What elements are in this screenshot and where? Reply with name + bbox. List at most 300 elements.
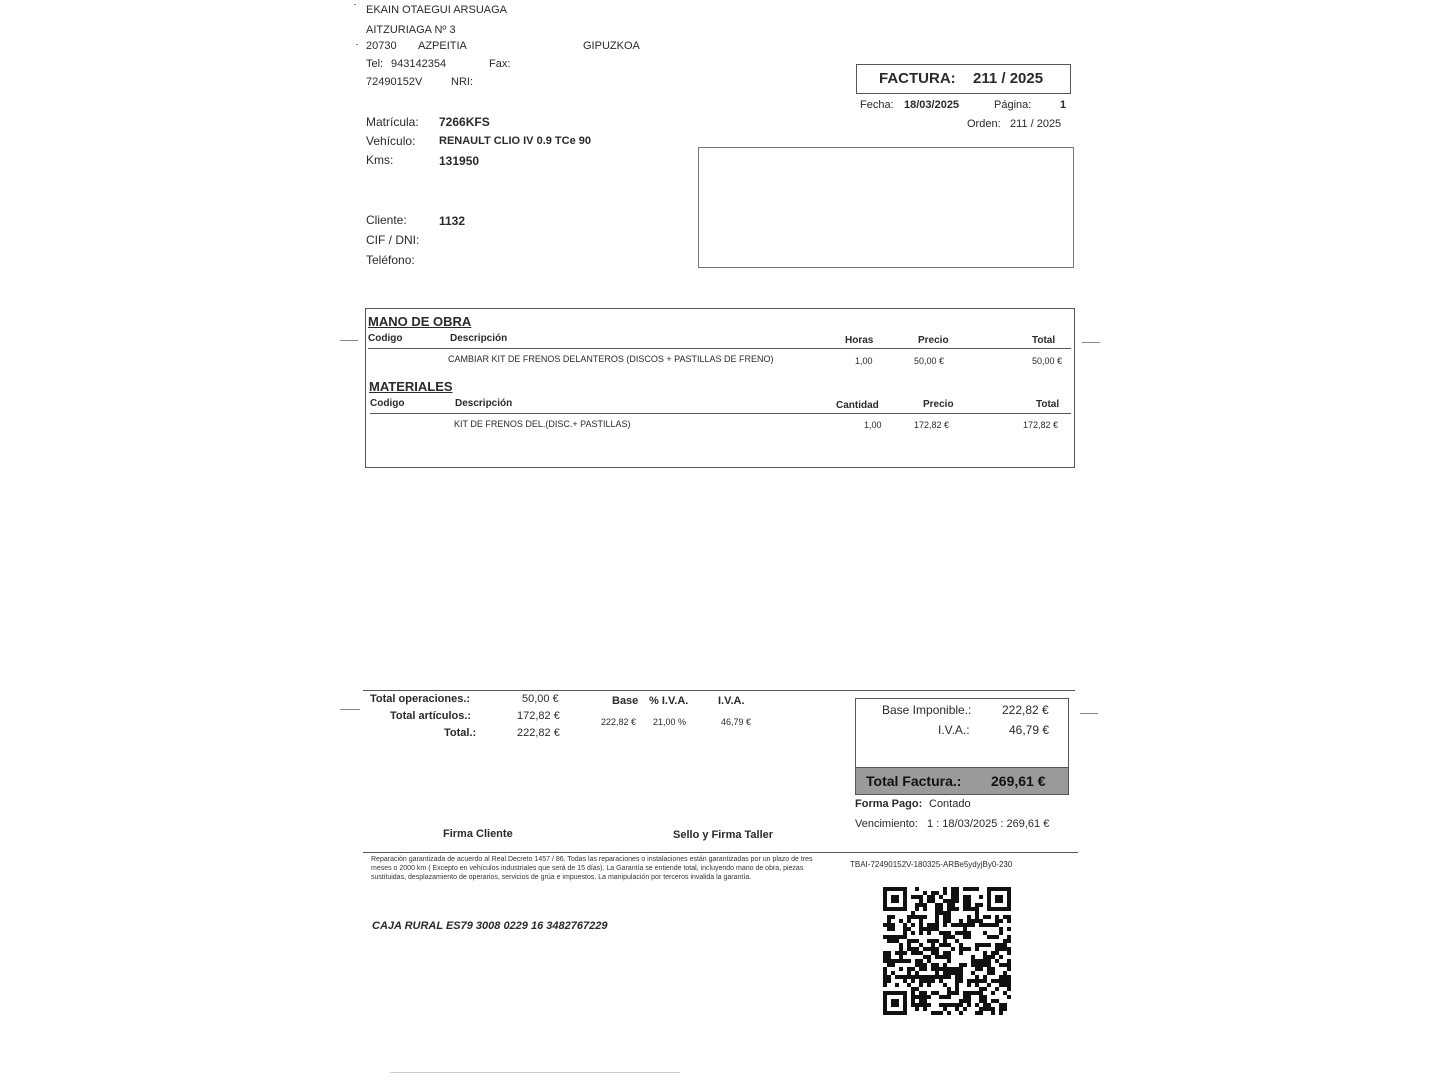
qr-module xyxy=(971,979,975,983)
qr-module xyxy=(923,1007,927,1011)
qr-module xyxy=(979,991,983,995)
qr-module xyxy=(983,1007,987,1011)
qr-module xyxy=(991,991,995,995)
qr-module xyxy=(887,935,891,939)
qr-module xyxy=(935,1011,939,1015)
qr-module xyxy=(927,895,931,899)
qr-module xyxy=(943,983,947,987)
qr-module xyxy=(971,907,975,911)
qr-module xyxy=(931,943,935,947)
qr-module xyxy=(947,991,951,995)
qr-module xyxy=(891,935,895,939)
qr-module xyxy=(991,979,995,983)
qr-module xyxy=(979,959,983,963)
materials-row-total: 172,82 € xyxy=(1023,420,1059,430)
qr-module xyxy=(983,915,987,919)
qr-module xyxy=(915,971,919,975)
qr-module xyxy=(987,1007,991,1011)
qr-module xyxy=(983,951,987,955)
qr-module xyxy=(891,927,895,931)
qr-module xyxy=(1003,939,1007,943)
qr-module xyxy=(995,999,999,1003)
qr-module xyxy=(899,967,903,971)
qr-module xyxy=(939,975,943,979)
qr-module xyxy=(903,959,907,963)
qr-module xyxy=(963,887,967,891)
qr-module xyxy=(1007,979,1011,983)
qr-module xyxy=(899,947,903,951)
qr-module xyxy=(919,1003,923,1007)
summary-top-rule xyxy=(363,690,1075,691)
qr-module xyxy=(967,907,971,911)
qr-module xyxy=(907,927,911,931)
qr-module xyxy=(943,971,947,975)
qr-module xyxy=(887,919,891,923)
guarantee-text: Reparación garantizada de acuerdo al Real Decreto 1457 / 86. Todas las reparaciones o instalaciones están garantizadas por un plazo de tres meses o 2000 km ( Excepto en vehículos industriales que será de 15 días). La Garantía se entiende total, incluyendo mano de obra, piezas sustituidas, desplazamiento de operarios, servicios de grúa e impuestos. La manipulación por terceros invalida la garantía. xyxy=(371,856,813,881)
vehicle-model: RENAULT CLIO IV 0.9 TCe 90 xyxy=(439,135,591,147)
qr-module xyxy=(1007,935,1011,939)
qr-module xyxy=(939,967,943,971)
qr-module xyxy=(883,923,887,927)
qr-module xyxy=(955,975,959,979)
client-address-box xyxy=(698,147,1074,268)
summary-ops-label: Total operaciones.: xyxy=(370,693,471,705)
qr-module xyxy=(987,983,991,987)
qr-module xyxy=(883,971,887,975)
qr-module xyxy=(899,935,903,939)
qr-module xyxy=(995,919,999,923)
qr-module xyxy=(883,959,887,963)
qr-module xyxy=(1003,1007,1007,1011)
qr-module xyxy=(991,955,995,959)
qr-module xyxy=(975,963,979,967)
qr-module xyxy=(955,1003,959,1007)
qr-module xyxy=(951,923,955,927)
qr-module xyxy=(931,923,935,927)
qr-module xyxy=(955,991,959,995)
qr-module xyxy=(967,923,971,927)
qr-module xyxy=(1003,991,1007,995)
qr-module xyxy=(947,995,951,999)
qr-module xyxy=(947,943,951,947)
qr-module xyxy=(975,943,979,947)
qr-module xyxy=(995,915,999,919)
qr-module xyxy=(911,991,915,995)
totals-base-label: Base Imponible.: xyxy=(882,703,972,717)
qr-module xyxy=(1007,983,1011,987)
qr-module xyxy=(907,959,911,963)
qr-module xyxy=(943,955,947,959)
qr-module xyxy=(999,1003,1003,1007)
qr-module xyxy=(971,923,975,927)
qr-module xyxy=(899,955,903,959)
qr-module xyxy=(911,947,915,951)
footer-rule xyxy=(363,852,1078,853)
qr-module xyxy=(939,895,943,899)
payment-value: Contado xyxy=(929,798,971,810)
qr-module xyxy=(967,991,971,995)
payment-label: Forma Pago: xyxy=(855,798,923,810)
qr-module xyxy=(927,899,931,903)
qr-module xyxy=(923,963,927,967)
tax-row-base: 222,82 € xyxy=(601,717,637,727)
qr-module xyxy=(979,919,983,923)
qr-module xyxy=(907,975,911,979)
due-label: Vencimiento: xyxy=(855,818,918,830)
qr-module xyxy=(927,931,931,935)
qr-module xyxy=(951,907,955,911)
qr-module xyxy=(919,979,923,983)
qr-module xyxy=(967,931,971,935)
qr-module xyxy=(907,939,911,943)
qr-module xyxy=(887,963,891,967)
qr-module xyxy=(891,939,895,943)
qr-module xyxy=(951,895,955,899)
qr-module xyxy=(947,919,951,923)
qr-module xyxy=(915,975,919,979)
materials-heading: MATERIALES xyxy=(369,379,453,394)
qr-module xyxy=(999,931,1003,935)
qr-module xyxy=(935,919,939,923)
qr-module xyxy=(883,983,887,987)
summary-articles-label: Total artículos.: xyxy=(390,710,472,722)
issuer-province: GIPUZKOA xyxy=(583,40,640,52)
qr-module xyxy=(963,999,967,1003)
qr-module xyxy=(995,923,999,927)
qr-module xyxy=(939,943,943,947)
qr-module xyxy=(911,999,915,1003)
qr-module xyxy=(975,915,979,919)
qr-module xyxy=(955,895,959,899)
qr-module xyxy=(895,959,899,963)
qr-module xyxy=(951,899,955,903)
qr-module xyxy=(935,939,939,943)
labour-row-description: CAMBIAR KIT DE FRENOS DELANTEROS (DISCOS + PASTILLAS DE FRENO) xyxy=(448,354,774,364)
qr-module xyxy=(963,903,967,907)
qr-module xyxy=(967,915,971,919)
scan-mark xyxy=(356,44,358,45)
tbai-code: TBAI-72490152V-180325-ARBe5ydyjBy0-230 xyxy=(850,860,1013,869)
qr-module xyxy=(955,971,959,975)
qr-module xyxy=(931,927,935,931)
qr-module xyxy=(983,955,987,959)
qr-module xyxy=(923,1003,927,1007)
qr-module xyxy=(911,995,915,999)
qr-module xyxy=(951,947,955,951)
qr-module xyxy=(927,959,931,963)
qr-module xyxy=(935,927,939,931)
qr-module xyxy=(907,943,911,947)
qr-module xyxy=(915,915,919,919)
qr-module xyxy=(883,975,887,979)
qr-module xyxy=(911,915,915,919)
qr-module xyxy=(987,971,991,975)
qr-module xyxy=(983,959,987,963)
qr-module xyxy=(995,951,999,955)
issuer-city: AZPEITIA xyxy=(418,40,467,52)
qr-module xyxy=(1003,943,1007,947)
qr-module xyxy=(999,975,1003,979)
qr-module xyxy=(919,983,923,987)
qr-module xyxy=(1007,915,1011,919)
qr-module xyxy=(999,943,1003,947)
qr-module xyxy=(887,923,891,927)
qr-module xyxy=(1007,927,1011,931)
qr-module xyxy=(883,979,887,983)
qr-module xyxy=(975,967,979,971)
qr-module xyxy=(899,919,903,923)
tax-header-pct: % I.V.A. xyxy=(649,695,689,707)
qr-module xyxy=(955,983,959,987)
client-id-label: Cliente: xyxy=(366,213,407,227)
qr-module xyxy=(935,971,939,975)
qr-module xyxy=(1007,975,1011,979)
labour-row-total: 50,00 € xyxy=(1032,356,1063,366)
qr-module xyxy=(943,919,947,923)
qr-module xyxy=(967,919,971,923)
qr-module xyxy=(895,975,899,979)
qr-module xyxy=(887,951,891,955)
qr-module xyxy=(919,931,923,935)
qr-module xyxy=(955,967,959,971)
qr-module xyxy=(951,967,955,971)
qr-module xyxy=(915,1007,919,1011)
qr-module xyxy=(915,907,919,911)
qr-module xyxy=(919,951,923,955)
qr-module xyxy=(947,1003,951,1007)
totals-iva-value: 46,79 € xyxy=(1009,723,1050,737)
materials-row-description: KIT DE FRENOS DEL.(DISC.+ PASTILLAS) xyxy=(454,419,631,429)
qr-module xyxy=(1007,947,1011,951)
qr-module xyxy=(967,903,971,907)
vehicle-plate: 7266KFS xyxy=(439,115,490,129)
qr-module xyxy=(919,895,923,899)
qr-module xyxy=(1007,995,1011,999)
qr-module xyxy=(959,979,963,983)
qr-module xyxy=(1003,915,1007,919)
qr-module xyxy=(991,1007,995,1011)
qr-module xyxy=(927,927,931,931)
qr-module xyxy=(999,919,1003,923)
qr-module xyxy=(951,887,955,891)
qr-module xyxy=(935,903,939,907)
materials-col-code: Codigo xyxy=(370,398,405,409)
qr-module xyxy=(947,971,951,975)
totals-iva-label: I.V.A.: xyxy=(938,723,970,737)
labour-col-description: Descripción xyxy=(450,333,508,344)
qr-module xyxy=(919,927,923,931)
qr-module xyxy=(971,919,975,923)
qr-module xyxy=(935,963,939,967)
qr-module xyxy=(903,979,907,983)
scan-mark xyxy=(354,4,356,5)
summary-total-value: 222,82 € xyxy=(517,727,560,739)
qr-module xyxy=(991,967,995,971)
qr-module xyxy=(975,911,979,915)
qr-module xyxy=(991,1011,995,1015)
qr-module xyxy=(915,995,919,999)
qr-module xyxy=(967,979,971,983)
qr-module xyxy=(975,975,979,979)
qr-module xyxy=(919,995,923,999)
qr-module xyxy=(915,887,919,891)
summary-ops-value: 50,00 € xyxy=(522,693,559,705)
issuer-nif: 72490152V xyxy=(366,76,423,88)
materials-col-description: Descripción xyxy=(455,398,513,409)
qr-module xyxy=(883,955,887,959)
qr-module xyxy=(959,947,963,951)
invoice-number: 211 / 2025 xyxy=(973,70,1044,87)
qr-module xyxy=(923,927,927,931)
qr-module xyxy=(895,983,899,987)
qr-module xyxy=(903,975,907,979)
qr-module xyxy=(955,939,959,943)
qr-module xyxy=(967,887,971,891)
vehicle-kms: 131950 xyxy=(439,154,480,168)
qr-module xyxy=(911,987,915,991)
labour-header-rule xyxy=(368,348,1071,349)
qr-module xyxy=(923,891,927,895)
qr-module xyxy=(923,903,927,907)
tax-header-base: Base xyxy=(612,695,639,707)
qr-module xyxy=(991,999,995,1003)
labour-col-hours: Horas xyxy=(845,335,874,346)
qr-module xyxy=(887,955,891,959)
qr-module xyxy=(915,903,919,907)
qr-module xyxy=(971,887,975,891)
scan-mark xyxy=(340,340,358,341)
qr-module xyxy=(927,983,931,987)
qr-module xyxy=(947,931,951,935)
qr-module xyxy=(931,951,935,955)
qr-module xyxy=(967,1003,971,1007)
qr-module xyxy=(995,959,999,963)
lines-box xyxy=(365,308,1075,468)
qr-module xyxy=(959,931,963,935)
qr-module xyxy=(923,999,927,1003)
qr-module xyxy=(955,979,959,983)
qr-module xyxy=(999,927,1003,931)
qr-module xyxy=(919,919,923,923)
qr-module xyxy=(923,967,927,971)
qr-module xyxy=(915,895,919,899)
qr-module xyxy=(907,971,911,975)
qr-module xyxy=(955,931,959,935)
qr-module xyxy=(979,995,983,999)
qr-module xyxy=(935,975,939,979)
qr-module xyxy=(895,951,899,955)
materials-row-quantity: 1,00 xyxy=(864,420,882,430)
qr-module xyxy=(911,975,915,979)
qr-module xyxy=(887,975,891,979)
qr-module xyxy=(951,1003,955,1007)
qr-module xyxy=(923,995,927,999)
qr-module xyxy=(899,959,903,963)
qr-module xyxy=(955,923,959,927)
qr-module xyxy=(999,947,1003,951)
qr-module xyxy=(975,991,979,995)
qr-module xyxy=(923,975,927,979)
qr-module xyxy=(1007,967,1011,971)
qr-module xyxy=(891,923,895,927)
qr-module xyxy=(955,899,959,903)
qr-module xyxy=(975,1003,979,1007)
qr-module xyxy=(963,927,967,931)
qr-module xyxy=(955,1007,959,1011)
qr-module xyxy=(967,947,971,951)
qr-module xyxy=(923,979,927,983)
qr-module xyxy=(967,899,971,903)
qr-module xyxy=(939,1003,943,1007)
invoice-date: 18/03/2025 xyxy=(904,99,960,111)
vehicle-plate-label: Matrícula: xyxy=(366,115,419,129)
labour-heading: MANO DE OBRA xyxy=(368,314,472,329)
qr-module xyxy=(979,963,983,967)
labour-col-total: Total xyxy=(1032,335,1056,346)
vehicle-model-label: Vehículo: xyxy=(366,134,416,148)
qr-module xyxy=(907,983,911,987)
qr-module xyxy=(971,959,975,963)
qr-module xyxy=(959,1003,963,1007)
qr-module xyxy=(947,899,951,903)
qr-module xyxy=(1003,983,1007,987)
qr-module xyxy=(979,923,983,927)
qr-module xyxy=(883,967,887,971)
qr-module xyxy=(983,987,987,991)
qr-module xyxy=(959,919,963,923)
qr-module xyxy=(899,951,903,955)
qr-module xyxy=(983,1003,987,1007)
qr-module xyxy=(919,903,923,907)
qr-module xyxy=(931,975,935,979)
qr-module xyxy=(1007,959,1011,963)
qr-module xyxy=(963,963,967,967)
qr-module xyxy=(923,947,927,951)
issuer-fax-label: Fax: xyxy=(489,58,511,70)
labour-col-price: Precio xyxy=(918,335,949,346)
materials-col-price: Precio xyxy=(923,399,954,410)
invoice-page: 1 xyxy=(1060,99,1067,111)
qr-module xyxy=(963,947,967,951)
qr-module xyxy=(927,947,931,951)
qr-module xyxy=(983,975,987,979)
qr-module xyxy=(931,895,935,899)
qr-module xyxy=(887,915,891,919)
qr-module xyxy=(911,939,915,943)
qr-module xyxy=(935,947,939,951)
qr-module xyxy=(983,979,987,983)
qr-module xyxy=(951,971,955,975)
qr-module xyxy=(943,923,947,927)
qr-module xyxy=(887,959,891,963)
scan-mark xyxy=(1080,713,1098,714)
qr-module xyxy=(1003,947,1007,951)
qr-module xyxy=(999,1011,1003,1015)
qr-module xyxy=(959,963,963,967)
qr-module xyxy=(935,907,939,911)
scan-mark xyxy=(390,1072,680,1073)
qr-module xyxy=(959,967,963,971)
qr-module xyxy=(927,1003,931,1007)
qr-module xyxy=(987,1003,991,1007)
qr-module xyxy=(995,987,999,991)
qr-module xyxy=(939,907,943,911)
issuer-tel-label: Tel: xyxy=(366,58,384,70)
qr-module xyxy=(935,923,939,927)
qr-module xyxy=(963,935,967,939)
qr-module xyxy=(963,1007,967,1011)
qr-module xyxy=(975,903,979,907)
